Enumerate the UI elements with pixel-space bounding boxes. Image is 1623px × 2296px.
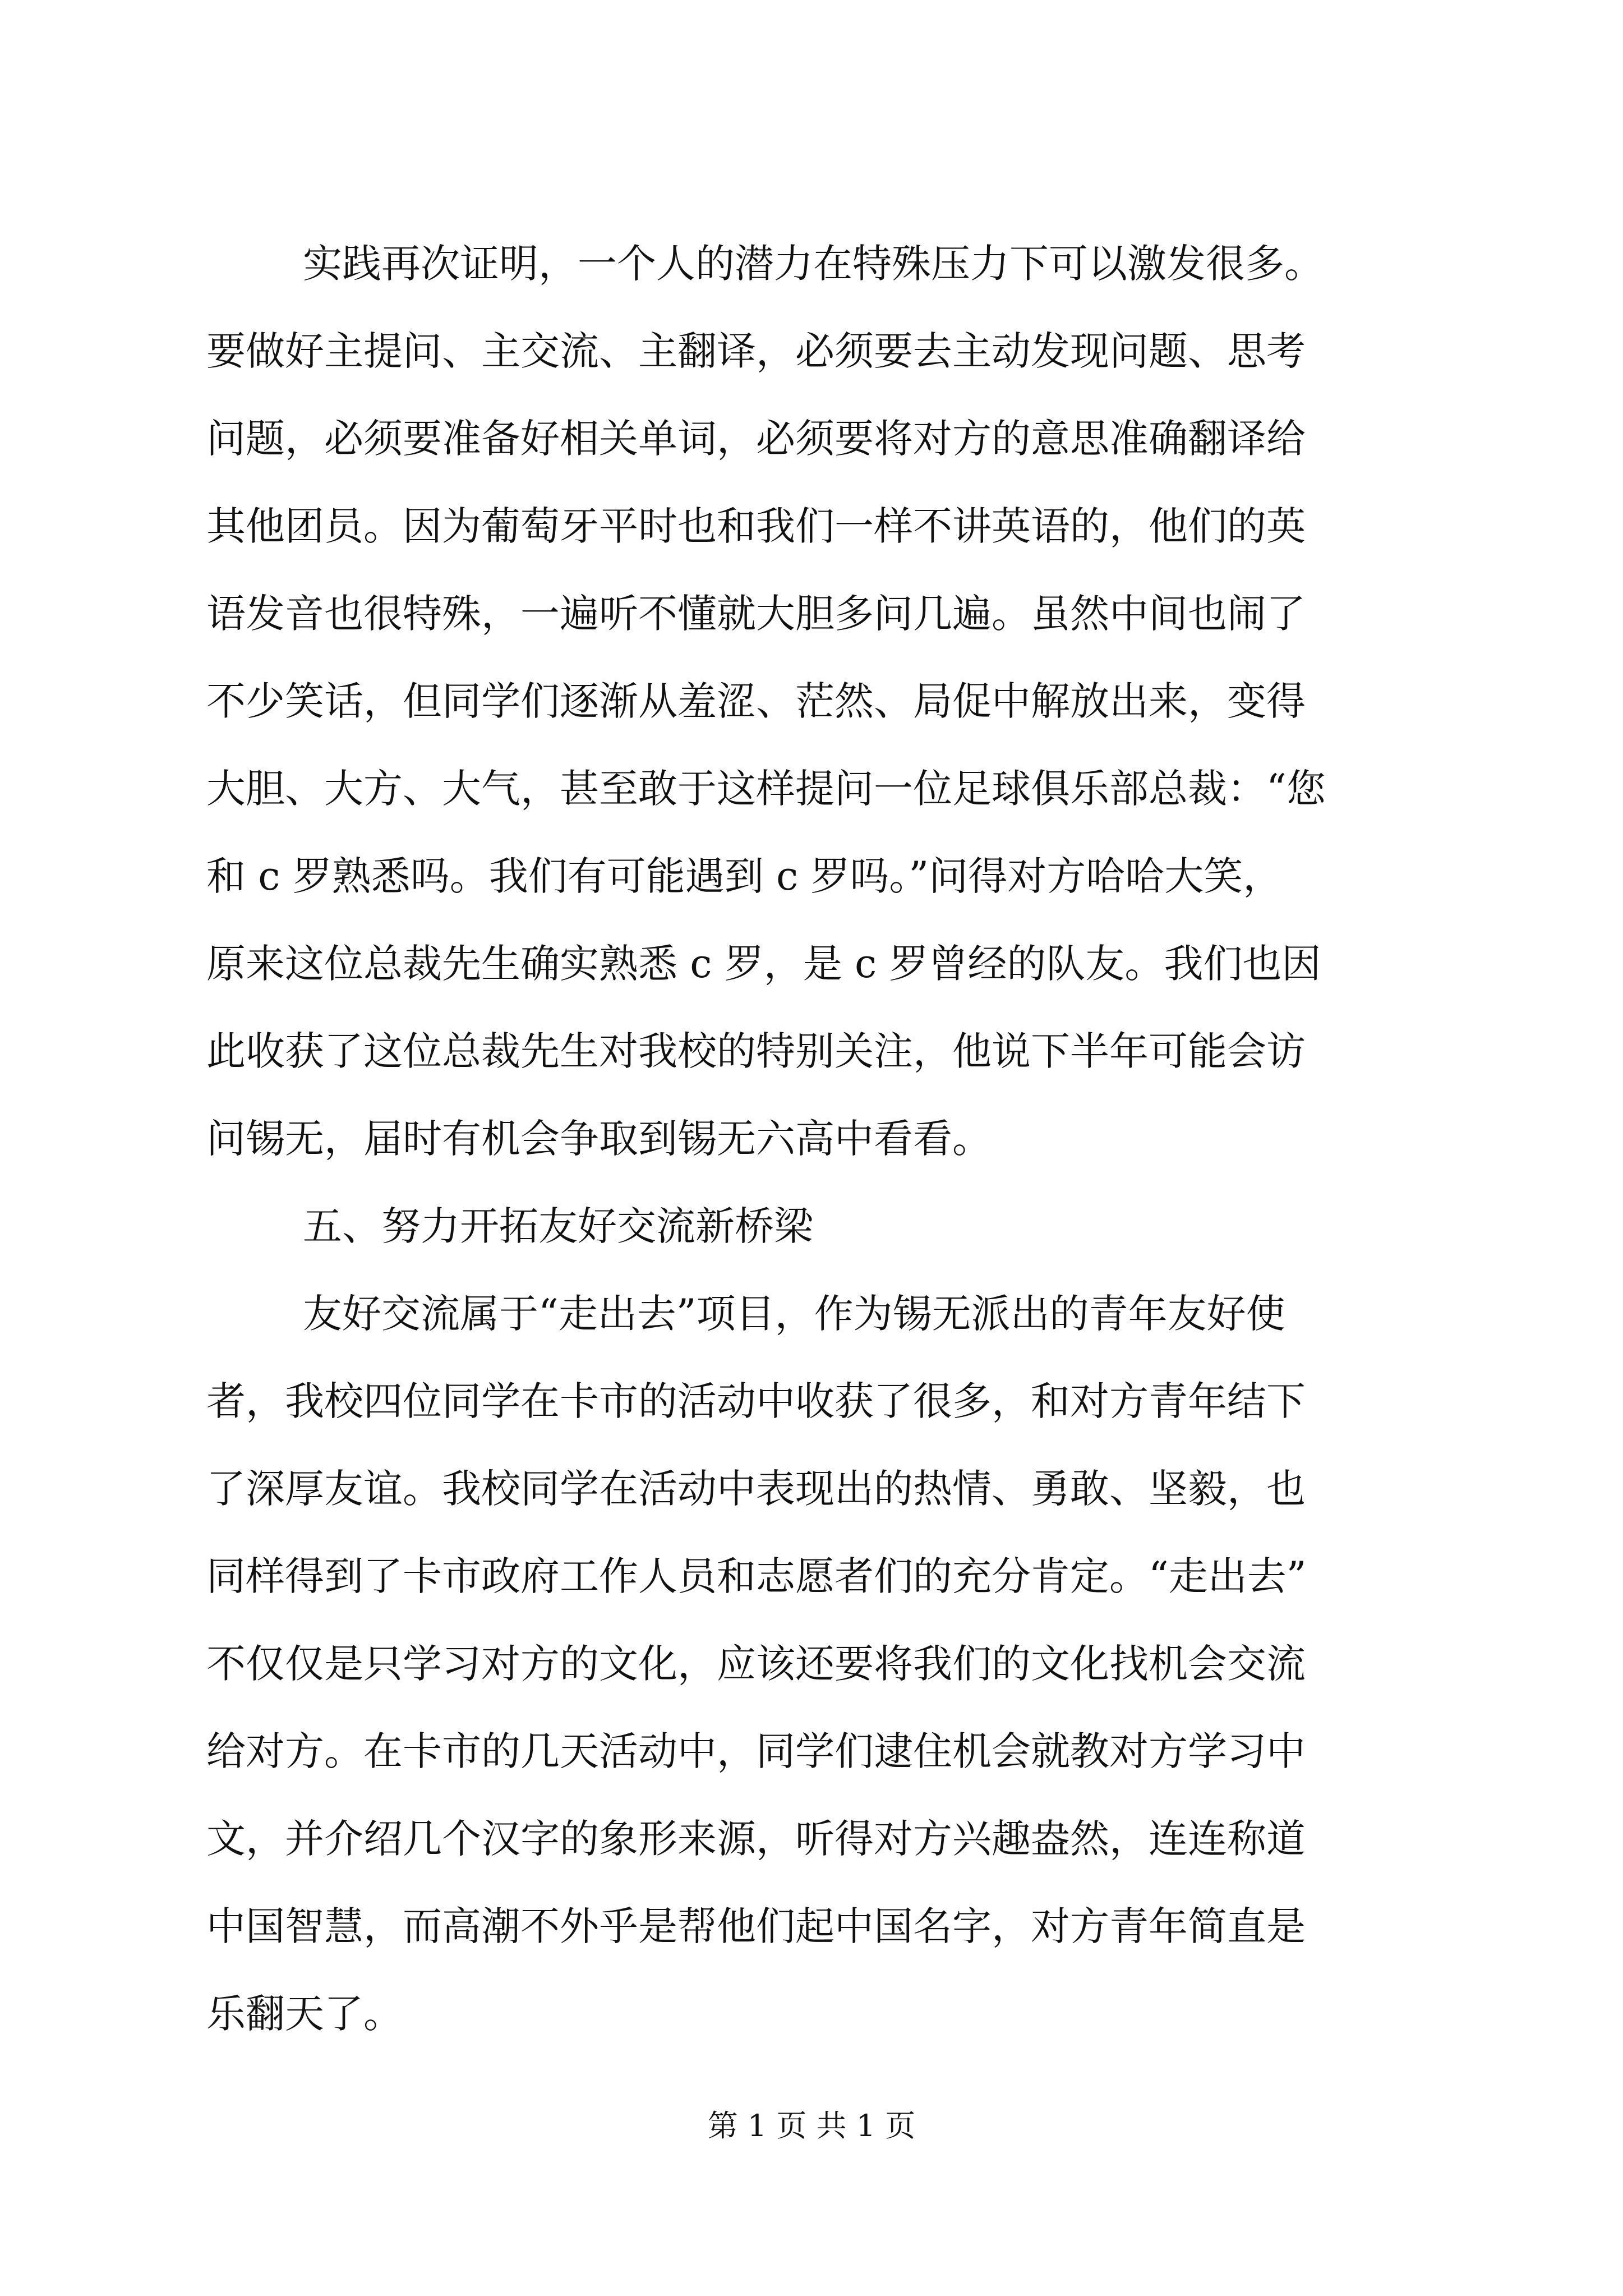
text-line: 不仅仅是只学习对方的文化，应该还要将我们的文化找机会交流 <box>206 1641 1306 1687</box>
text-line: 给对方。在卡市的几天活动中，同学们逮住机会就教对方学习中 <box>206 1728 1306 1774</box>
text-line: 了深厚友谊。我校同学在活动中表现出的热情、勇敢、坚毅，也 <box>206 1466 1306 1512</box>
page-number-footer: 第 1 页 共 1 页 <box>707 2108 916 2143</box>
text-line: 和 c 罗熟悉吗。我们有可能遇到 c 罗吗。”问得对方哈哈大笑， <box>206 853 1283 899</box>
text-line: 语发音也很特殊，一遍听不懂就大胆多问几遍。虽然中间也闹了 <box>206 591 1306 637</box>
text-line: 中国智慧，而高潮不外乎是帮他们起中国名字，对方青年简直是 <box>206 1903 1306 1949</box>
text-line: 问锡无，届时有机会争取到锡无六高中看看。 <box>206 1116 992 1162</box>
text-line: 大胆、大方、大气，甚至敢于这样提问一位足球俱乐部总裁：“您 <box>206 766 1326 812</box>
text-line: 原来这位总裁先生确实熟悉 c 罗，是 c 罗曾经的队友。我们也因 <box>206 941 1321 987</box>
text-line: 问题，必须要准备好相关单词，必须要将对方的意思准确翻译给 <box>206 416 1306 462</box>
text-line: 此收获了这位总裁先生对我校的特别关注，他说下半年可能会访 <box>206 1028 1306 1074</box>
text-line: 不少笑话，但同学们逐渐从羞涩、茫然、局促中解放出来，变得 <box>206 678 1306 724</box>
section-heading: 五、努力开拓友好交流新桥梁 <box>303 1203 813 1249</box>
text-line: 实践再次证明，一个人的潜力在特殊压力下可以激发很多。 <box>303 241 1324 287</box>
text-line: 友好交流属于“走出去”项目，作为锡无派出的青年友好使 <box>303 1291 1285 1337</box>
text-line: 要做好主提问、主交流、主翻译，必须要去主动发现问题、思考 <box>206 328 1306 374</box>
text-line: 者，我校四位同学在卡市的活动中收获了很多，和对方青年结下 <box>206 1378 1306 1424</box>
text-line: 其他团员。因为葡萄牙平时也和我们一样不讲英语的，他们的英 <box>206 503 1306 549</box>
text-line: 同样得到了卡市政府工作人员和志愿者们的充分肯定。“走出去” <box>206 1553 1307 1599</box>
text-line: 乐翻天了。 <box>206 1991 403 2037</box>
text-line: 文，并介绍几个汉字的象形来源，听得对方兴趣盎然，连连称道 <box>206 1816 1306 1862</box>
